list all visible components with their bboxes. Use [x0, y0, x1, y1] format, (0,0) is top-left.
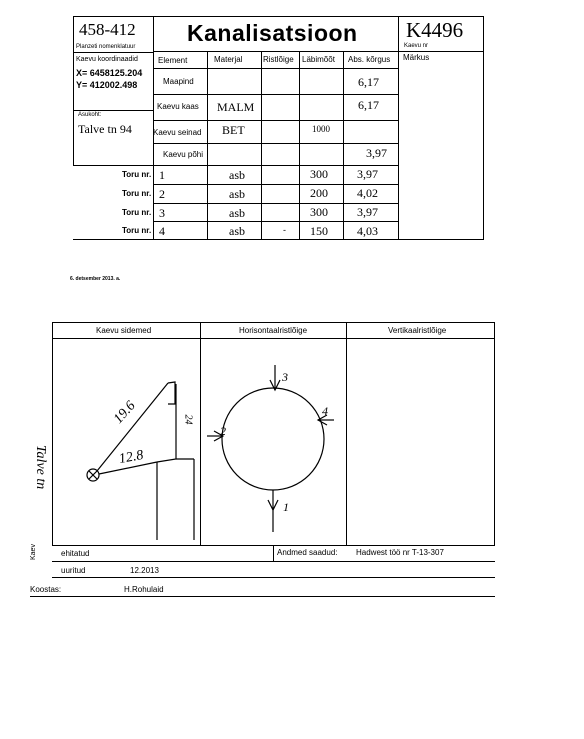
page-title: Kanalisatsioon: [187, 20, 358, 46]
pipe-label-sketch: 3: [282, 370, 288, 384]
kaev-label: Kaev: [30, 544, 37, 560]
building-outline: [168, 382, 175, 404]
pipe-number: 3: [159, 206, 165, 220]
pipe-label-sketch: 4: [322, 404, 328, 418]
coords-label: Kaevu koordinaadid: [76, 56, 138, 63]
row-abs-height: 6,17: [358, 98, 379, 112]
well-id-label: Kaevu nr: [404, 43, 429, 49]
pipe-diameter: 150: [310, 224, 328, 238]
pipe-label: Toru nr.: [122, 226, 152, 235]
pipe-abs-height: 3,97: [357, 167, 378, 181]
building-outline: [157, 384, 176, 462]
location-value: Talve tn 94: [78, 122, 132, 136]
pipe-abs-height: 3,97: [357, 205, 378, 219]
row-diameter: 1000: [312, 124, 330, 134]
row-element-label: Maapind: [163, 77, 194, 86]
surveyed-value: 12.2013: [130, 566, 159, 575]
pipe-number: 2: [159, 187, 165, 201]
data-source-label: Andmed saadud:: [277, 548, 338, 557]
row-material: BET: [222, 123, 245, 137]
sketch-col-links: Kaevu sidemed: [96, 326, 152, 335]
date-note: 6. detsember 2013. a.: [70, 276, 121, 282]
row-abs-height: 3,97: [366, 146, 387, 160]
y-coordinate: Y= 412002.498: [76, 80, 138, 90]
sketch-col-horizontal: Horisontaalristlõige: [239, 326, 308, 335]
col-cross-section: Ristlõige: [263, 55, 294, 64]
pipe-material: asb: [229, 206, 245, 220]
pipe-material: asb: [229, 168, 245, 182]
row-abs-height: 6,17: [358, 75, 379, 89]
row-element-label: Kaevu põhi: [163, 150, 204, 159]
pipe-abs-height: 4,02: [357, 186, 378, 200]
distance-label: 12.8: [117, 447, 145, 468]
pipe-material: asb: [229, 224, 245, 238]
pipe-material: asb: [229, 187, 245, 201]
distance-label: 24: [182, 414, 194, 425]
pipe-label: Toru nr.: [122, 170, 152, 179]
pipe-label-sketch: 2: [220, 424, 226, 438]
pipe-cross-section: -: [283, 225, 286, 235]
pipe-number: 4: [159, 224, 165, 238]
col-remarks: Märkus: [403, 53, 430, 62]
built-label: ehitatud: [61, 549, 90, 558]
data-source-value: Hadwest töö nr T-13-307: [356, 548, 444, 557]
pipe-label: Toru nr.: [122, 208, 152, 217]
planzet-label: Planzeti nomenklatuur: [76, 44, 136, 50]
x-coordinate: X= 6458125.204: [76, 68, 143, 78]
pipe-label-sketch: 1: [283, 500, 289, 514]
col-diameter: Läbimõõt: [302, 55, 335, 64]
pipe-number: 1: [159, 168, 165, 182]
sketch-col-vertical: Vertikaalristlõige: [388, 326, 447, 335]
pipe-abs-height: 4,03: [357, 224, 378, 238]
author-value: H.Rohulaid: [124, 585, 164, 594]
well-section-circle: [222, 388, 324, 490]
pipe-diameter: 200: [310, 186, 328, 200]
row-material: MALM: [217, 100, 255, 114]
location-label: Asukoht:: [78, 112, 102, 118]
row-element-label: Kaevu kaas: [157, 102, 199, 111]
pipe-diameter: 300: [310, 205, 328, 219]
pipe-label: Toru nr.: [122, 189, 152, 198]
col-material: Materjal: [214, 55, 243, 64]
col-element: Element: [158, 56, 188, 65]
pipe-diameter: 300: [310, 167, 328, 181]
surveyed-label: uuritud: [61, 566, 86, 575]
well-id: K4496: [406, 18, 464, 42]
planzet-number: 458-412: [79, 20, 136, 39]
col-abs-height: Abs. kõrgus: [348, 55, 391, 64]
distance-label: 19.6: [111, 398, 139, 427]
street-label: Talve tn: [33, 445, 48, 490]
author-label: Koostas:: [30, 585, 62, 594]
row-element-label: Kaevu seinad: [153, 128, 202, 137]
